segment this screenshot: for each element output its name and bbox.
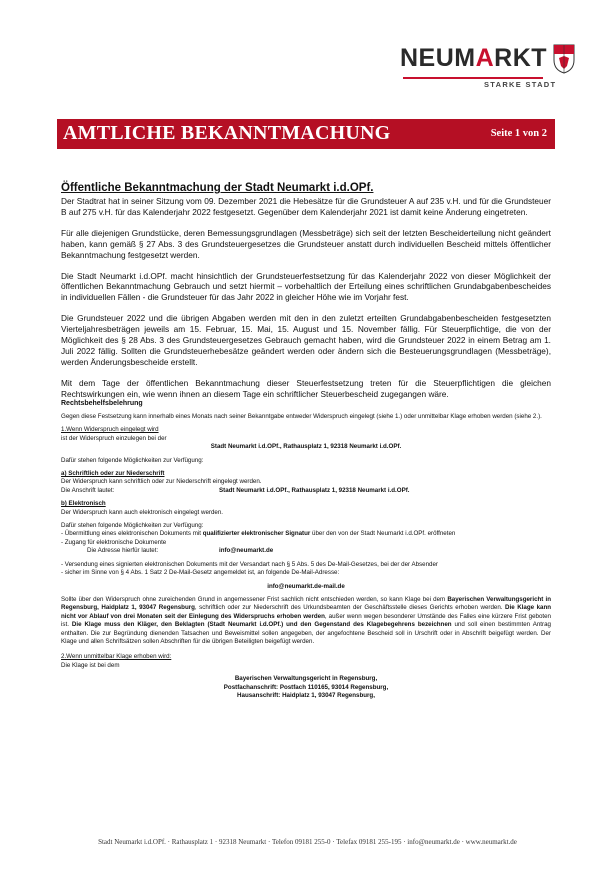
rb-section1-title: 1.Wenn Widerspruch eingelegt wird — [61, 426, 159, 434]
paragraph-hebesaetze: Der Stadtrat hat in seiner Sitzung vom 09. Dezember 2021 die Hebesätze für die Grundsteuer A auf 235 v.H. und für die Grundsteuer B auf 275 v.H. für das Kalenderjahr 2022 festgesetzt. Gegenüber dem Kalenderjahr 2021 ist damit keine Änderung eingetreten. — [61, 196, 551, 217]
rb-address-1: Stadt Neumarkt i.d.OPf., Rathausplatz 1, 92318 Neumarkt i.d.OPf. — [210, 443, 402, 451]
rb-option-a-title: a) Schriftlich oder zur Niederschrift — [61, 470, 165, 478]
rb-options-intro-2: Dafür stehen folgende Möglichkeiten zur Verfügung: — [61, 522, 204, 530]
page-indicator: Seite 1 von 2 — [490, 128, 547, 139]
rb-option-b-text: Der Widerspruch kann auch elektronisch eingelegt werden. — [61, 508, 223, 516]
rb-section2-line: Die Klage ist bei dem — [61, 661, 120, 669]
rb-options-intro: Dafür stehen folgende Möglichkeiten zur Verfügung: — [61, 456, 204, 464]
announcement-banner — [57, 119, 555, 149]
paragraph-festsetzung: Die Stadt Neumarkt i.d.OPf. macht hinsichtlich der Grundsteuerfestsetzung für das Kalenderjahr 2022 von dieser Möglichkeit der öffentlichen Bekanntmachung Gebrauch und setzt hiermit – vorbehaltlich der Erteilung eines schriftlichen Grundabgabenbescheides in individuellen Fällen - die Grundsteuer für das Jahr 2022 in gleicher Höhe wie im Vorjahr fest. — [61, 270, 551, 303]
rb-court-name: Bayerischen Verwaltungsgericht in Regensburg, — [234, 675, 378, 683]
rb-bullet-demail-cont: - sicher im Sinne von § 4 Abs. 1 Satz 2 De-Mail-Gesetz angemeldet ist, an folgende De-Mail-Adresse: — [61, 569, 340, 577]
rb-court-postal: Postfachanschrift: Postfach 110165, 93014 Regensburg, — [223, 683, 389, 691]
document-title: Öffentliche Bekanntmachung der Stadt Neumarkt i.d.OPf. — [61, 182, 374, 194]
rb-option-b-title: b) Elektronisch — [61, 500, 106, 508]
rb-email-address[interactable]: info@neumarkt.de — [219, 547, 274, 555]
banner-title: AMTLICHE BEKANNTMACHUNG — [63, 122, 391, 144]
rb-heading: Rechtsbehelfsbelehrung — [61, 399, 143, 407]
rb-address-label: Die Anschrift lautet: — [61, 486, 115, 494]
page-footer: Stadt Neumarkt i.d.OPf. · Rathausplatz 1 · 92318 Neumarkt · Telefon 09181 255-0 · Telefax 09181 255-195 · info@neumarkt.de · www.neumarkt.de — [98, 838, 517, 846]
rb-bullet-demail: - Versendung eines signierten elektronischen Dokuments mit der Versandart nach § 5 Abs. 5 des De-Mail-Gesetzes, bei der der Absender — [61, 560, 438, 568]
rb-bullet-signature: - Übermittlung eines elektronischen Dokuments mit qualifizierter elektronischer Signatur über den von der Stadt Neumarkt i.d.OPf. eröffneten — [61, 530, 456, 538]
logo-underline — [403, 77, 543, 79]
logo-wordmark: NEUMARKT — [400, 44, 548, 72]
rb-address-row — [61, 487, 551, 495]
rb-address-2: Stadt Neumarkt i.d.OPf., Rathausplatz 1, 92318 Neumarkt i.d.OPf. — [219, 486, 410, 494]
rb-court-street: Hausanschrift: Haidplatz 1, 93047 Regensburg, — [237, 691, 375, 699]
rb-email-label: Die Adresse hierfür lautet: — [87, 547, 159, 555]
rb-section2-title: 2.Wenn unmittelbar Klage erhoben wird: — [61, 653, 172, 661]
paragraph-bemessung: Für alle diejenigen Grundstücke, deren Bemessungsgrundlagen (Messbeträge) sich seit der letzten Bescheiderteilung nicht geändert haben, kann gemäß § 27 Abs. 3 des Grundsteuergesetzes die Grundsteuer anstatt durch individuellen Bescheid mittels öffentlicher Bekanntmachung festgesetzt werden. — [61, 227, 551, 260]
document-body — [61, 182, 551, 700]
paragraph-rechtswirkung: Mit dem Tage der öffentlichen Bekanntmachung dieser Steuerfestsetzung treten für die Steuerpflichtigen die gleichen Rechtswirkungen ein, wie wenn ihnen an diesem Tage ein schriftlicher Steuerbescheid zugegangen wäre. — [61, 377, 551, 399]
rb-demail-address[interactable]: info@neumarkt.de-mail.de — [267, 582, 345, 590]
rb-section1-line: ist der Widerspruch einzulegen bei der — [61, 434, 167, 442]
rb-klage-paragraph: Sollte über den Widerspruch ohne zureichenden Grund in angemessener Frist sachlich nicht entschieden werden, so kann Klage bei dem Bayerischen Verwaltungsgericht in Regensburg, Haidplatz 1, 93047 Regensburg, schriftlich oder zur Niederschrift des Urkundsbeamten der Geschäftsstelle dieses Gerichts erhoben werden. Die Klage kann nicht vor Ablauf von drei Monaten seit der Einlegung des Widerspruchs erhoben werden, außer wenn wegen besonderer Umstände des Falles eine kürzere Frist geboten ist. Die Klage muss den Kläger, den Beklagten (Stadt Neumarkt i.d.OPf.) und den Gegenstand des Klagebegehrens bezeichnen und soll einen bestimmten Antrag enthalten. Die zur Begründung dienenden Tatsachen und Beweismittel sollen angegeben, der angefochtene Bescheid soll in Urschrift oder in Abschrift beigefügt werden. Der Klage und allen Schriftsätzen sollen Abschriften für die übrigen Beteiligten beigefügt werden. — [61, 595, 552, 645]
logo-tagline: STARKE STADT — [484, 80, 557, 89]
rechtsbehelfsbelehrung — [61, 400, 551, 701]
city-logo — [400, 42, 580, 102]
paragraph-faelligkeit: Die Grundsteuer 2022 und die übrigen Abgaben werden mit den in den zuletzt erteilten Grundabgabenbescheiden festgesetzten Vierteljahresbeträgen jeweils am 15. Februar, 15. Mai, 15. August und 15. November fällig. Für Steuerpflichtige, die von der Möglichkeit des § 28 Abs. 3 des Grundsteuergesetzes Gebrauch gemacht haben, wird die Grundsteuer 2022 in einem Betrag am 1. Juli 2022 fällig. Sollten die Grundsteuerhebesätze geändert werden oder ändern sich die Besteuerungsgrundlagen (Messbeträge), werden Änderungsbescheide erstellt. — [61, 313, 551, 367]
rb-bullet-signature-cont: - Zugang für elektronische Dokumente — [61, 538, 167, 546]
rb-intro: Gegen diese Festsetzung kann innerhalb eines Monats nach seiner Bekanntgabe entweder Widerspruch eingelegt (siehe 1.) oder unmittelbar Klage erhoben werden (siehe 2.). — [61, 413, 542, 420]
coat-of-arms-icon — [553, 44, 575, 74]
rb-option-a-text: Der Widerspruch kann schriftlich oder zur Niederschrift eingelegt werden. — [61, 478, 262, 486]
rb-email-row — [61, 547, 551, 555]
